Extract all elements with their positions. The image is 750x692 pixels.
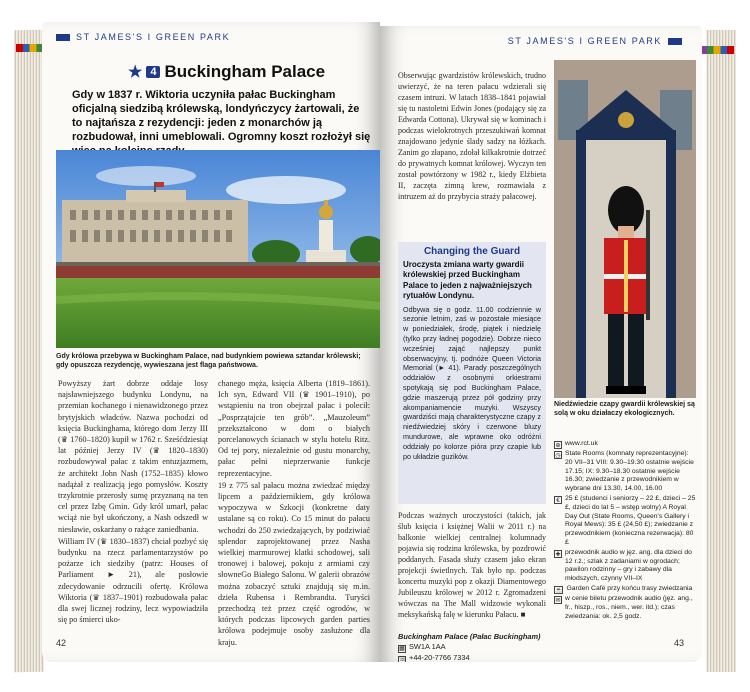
left-page: [42, 22, 380, 662]
info-row-website: ⊕ www.rct.uk: [555, 440, 598, 449]
map-icon: ▦: [399, 646, 405, 652]
info-row-prices: € 25 £ (studenci i seniorzy – 22 £, dzieci – 25 £, dzieci do lat 5 – wstęp wolny) A Royal Day Out (State Rooms, Queen's Gallery i Royal Mews): 35 £ (24,50 £); zwiedzanie z przewodnikiem (konieczna rezerwacja): 80 £: [554, 495, 696, 548]
page-number-right: 43: [673, 638, 684, 648]
right-page-edges: [706, 30, 736, 672]
end-marker: ■: [520, 610, 526, 619]
buckingham-palace-photo: [56, 150, 380, 348]
info-row-audio: ✉ w cenie biletu przewodnik audio (jęz. ang., fr., hiszp., ros., niem., wer. itd.); czas zwiedzania: ok. 2,5 godz.: [555, 594, 693, 620]
address-title: Buckingham Palace (Pałac Buckingham): [398, 632, 541, 641]
photo-caption: Gdy królowa przebywa w Buckingham Palace, nad budynkiem powiewa sztandar królewski; gdy opuszcza rezydencję, wywieszana jest flaga państwowa.: [56, 353, 361, 369]
left-page-edges: [14, 30, 44, 673]
info-row-hours: ◷ State Rooms (komnaty reprezentacyjne): 20 VII–31 VIII: 9.30–19.30 ostatnie wejście 17.15; IX: 9.30–18.30 ostatnie wejście 16.30; zwiedzanie z przewodnikiem w wybrane dni 13.30, 14.00, 16.00: [555, 450, 694, 493]
sidebar-title: Changing the Guard: [423, 246, 521, 257]
right-color-tabs: [700, 46, 734, 54]
right-column-2: Podczas ważnych uroczystości (takich, jak ślub księcia i księżnej Walii w 2011 r.) na balkonie wielkiej centralnej kolumnady pojawia się rodzina królewska, by pozdrowić poddanych. Fasada służy czasem jako ekran projekcji świetlnych. Tak było np. podczas koncertu muzyki pop z okazji Diamentowego Jubileuszu królowej w 2012 r. Zgromadzeni wówczas na The Mall widzowie wykonali meksykańską falę w kierunku Pałacu. ■: [398, 511, 546, 619]
paragraph: Powyższy żart dobrze oddaje losy najsławniejszego budynku Londynu, na przemian kochanego i nienawidzonego przez brytyjskich władców. Nazwa pochodzi od księcia Buckinghama, którego dom Jerzy III (♛ 1760–1820) kupił w 1762 r. Sześćdziesiąt lat później Jerzy IV (♛ 1820–1830) rozbudowywał pałac z takim entuzjazmem, że architekt John Nash (1752–1835) kłowo nadążał z realizacją jego pomysłów. Koszty trzykrotnie przerosły sumę przyznaną na ten cel przez Izbę Gmin. Gdy król umarł, pałac wciąż nie był ukończony, a Nash odszedł w niesławie, oskarżany o rażące zaniedbania.: [58, 379, 208, 534]
header-bar: [56, 34, 70, 41]
right-page: [380, 26, 702, 662]
right-column-1: Obserwując gwardzistów królewskich, trudno uwierzyć, że na teren pałacu wdzierali się czasem intruzi. W latach 1838–1841 pojawiał się tu nastoletni Edwin Jones (podający się za Edwarda Cottona). Ukrywał się w kominach i podczas wielokrotnych przeszukiwań komnat znajdowano jedynie ślady sadzy na łóżkach. Zanim go złapano, zdołał kilkakrotnie dotrzeć do prywatnych komnat królowej. Wyczyn ten został powtórzony w 1982 r., kiedy Elżbieta II, zaczęta zimną krew, rozmawiała z intruzem aż do przybycia straży pałacowej.: [398, 71, 546, 201]
clock-icon: ◷: [555, 453, 561, 459]
sidebar-body: Odbywa się o godz. 11.00 codziennie w sezonie letnim, zaś w pozostałe miesiące w poniedziałek, środę, piątek i niedzielę (tylko przy ładnej pogodzie). Dobrze nieco wcześniej zająć najlepszy punkt obserwacyjny, tj. podnóże Queen Victoria Memorial (► 41). Parady poszczególnych oddziałów z osobnymi orkiestrami spotykają się pod Buckingham Palace, gdzie maszerują przez pół godziny przy akompaniamencie muzyki. Wszyscy gwardziści mają charakterystyczne czapy z niedźwiedziej skóry i czerwone bluzy mundurowe, ale wprawne oko odróżni oddziały po kolorze pióra przy czapie lub po układzie guzików.: [403, 304, 541, 461]
guard-illustration: [554, 60, 696, 398]
page-title: [128, 62, 325, 82]
left-column-1: [58, 378, 208, 626]
changing-the-guard-box: [398, 242, 546, 504]
paragraph: William IV (♛ 1830–1837) chciał pozbyć się budynku na rzecz parlamentarzystów po pożarze ich siedziby (patrz: Houses of Parliament ► 21), ale posłowie zdecydowanie odrzucili ofertę. Królowa Wiktoria (♛ 1837–1901) rozbudowała pałac dla swej licznej rodziny, lecz wypowiadziła się po śmierci uko-: [58, 536, 208, 625]
star-icon: ★: [128, 64, 143, 81]
header-bar: [668, 38, 682, 45]
running-header-right: ST JAMES'S I GREEN PARK: [508, 36, 682, 46]
sight-number-badge: 4: [146, 66, 160, 78]
sidebar-lead: Uroczysta zmiana warty gwardii królewskiej przed Buckingham Palace to jeden z najważniejszych rytuałów Londynu.: [403, 260, 532, 301]
palace-illustration: [56, 150, 380, 348]
left-column-2: [218, 378, 370, 649]
royal-guard-photo: [554, 60, 696, 398]
cafe-icon: ☕: [555, 587, 563, 594]
paragraph: chanego męża, księcia Alberta (1819–1861). Ich syn, Edward VII (♛ 1901–1910), po wstąpieniu na tron obejrzał pałac i polecił: „Posprzątajcie ten grób”. „Mauzoleum” przekształcono w dom o białych porcelanowych ścianach w stylu hotelu Ritz. Od tej pory, niezależnie od gustu monarchy, pałac pełni nieprzerwanie funkcje reprezentacyjne.: [218, 379, 370, 478]
family-icon: ✚: [555, 551, 561, 558]
info-row-family: ✚ przewodnik audio w jęz. ang. dla dzieci do 12 r.ż.; szlak z zadaniami w ogrodach; pawilon rodzinny – gry i zabawy dla młodszych, czynny VII–IX: [555, 548, 692, 583]
phone-icon: ☏: [399, 657, 407, 662]
title-text: Buckingham Palace: [164, 62, 326, 81]
map-ref-row: ▦ SW1A 1AA: [399, 642, 446, 652]
intro-paragraph: Gdy w 1837 r. Wiktoria uczyniła pałac Buckingham oficjalną siedzibą królewską, londyńczycy żartowali, że to najtańsza z rezydencji: jeden z monarchów ją rozbudował, inni umeblowali. Ogromny koszt rozłożył się: [72, 89, 371, 143]
paragraph: 19 z 775 sal pałacu można zwiedzać między lipcem a październikiem, gdy królowa wypoczywa w Szkocji (konkretne daty ustalane są co roku). Co 15 minut do pałacu wchodzi do 250 zwiedzających, by podziwiać splendor zaprojektowanej przez Nasha wielkiej marmurowej klatki schodowej, sali tronowej i balowej, pokoju z armiami czy słowneGo Białego Salonu. W galerii obrazów można zobaczyć sztuki znajdują się m.in. dzieła Rubensa i Rembrandta. Turyści przechodzą też przez część ogrodów, w których podczas lipcowych garden parties królowa podejmuje osoby zasłużone dla kraju.: [218, 480, 370, 647]
info-icon: ✉: [555, 597, 561, 604]
running-header-left: ST JAMES'S I GREEN PARK: [56, 32, 230, 42]
globe-icon: ⊕: [555, 443, 561, 449]
phone-row: ☏ +44-20-7766 7334: [399, 653, 470, 662]
guard-photo-caption: Niedźwiedzie czapy gwardii królewskiej są solą w oku działaczy ekologicznych.: [554, 401, 695, 417]
price-icon: €: [554, 496, 562, 504]
address-block: [398, 632, 546, 662]
practical-info: [554, 440, 696, 622]
info-row-cafe: ☕ Garden Café przy końcu trasy zwiedzania: [555, 584, 693, 594]
page-number-left: 42: [56, 638, 67, 648]
